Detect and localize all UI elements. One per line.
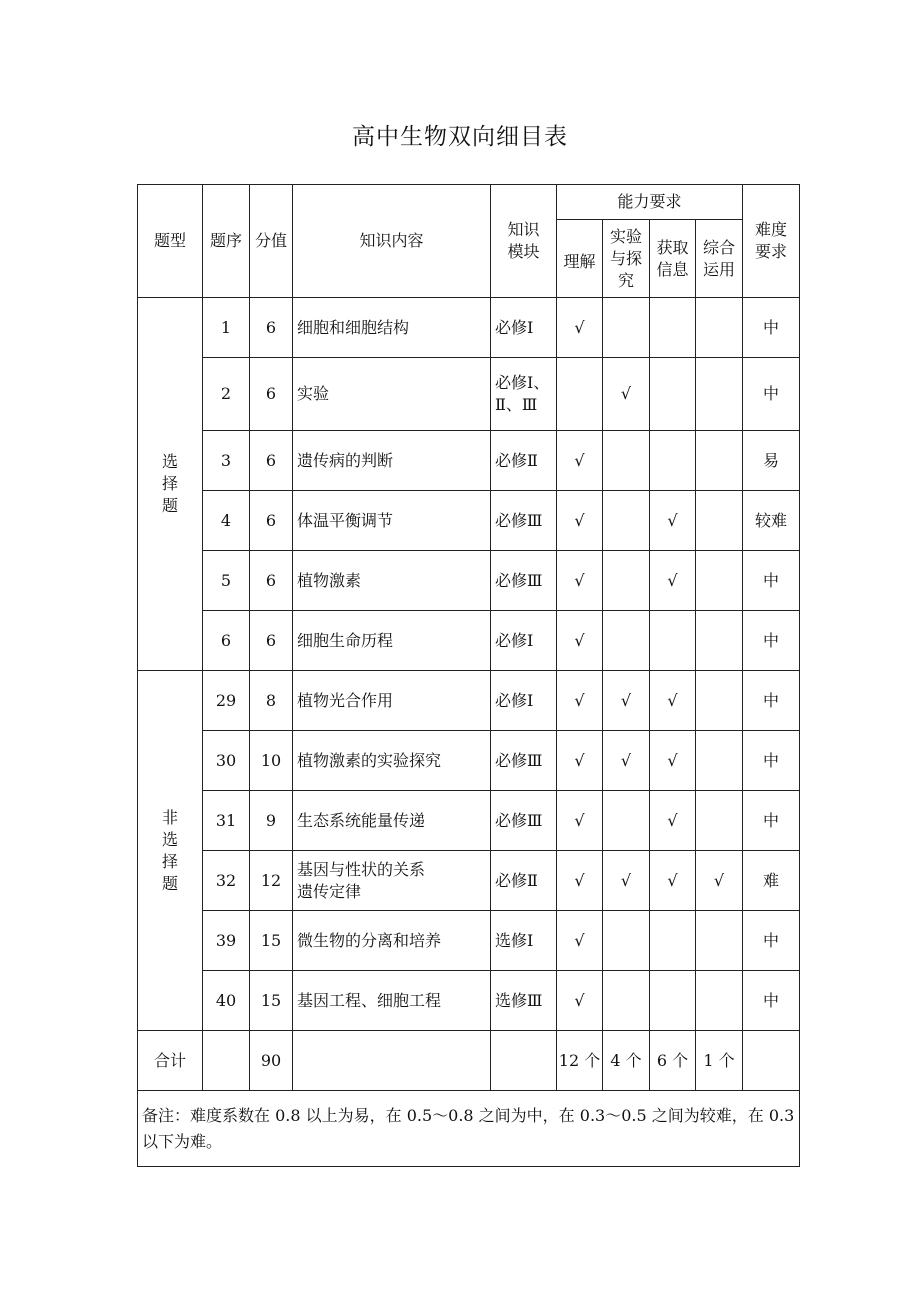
cell-difficulty: 中 [743, 358, 800, 431]
cell-content: 植物光合作用 [293, 671, 491, 731]
cell-info [650, 358, 696, 431]
cell-info: √ [650, 791, 696, 851]
cell-module: 必修Ⅰ、Ⅱ、Ⅲ [491, 358, 557, 431]
cell-experiment: √ [603, 731, 650, 791]
total-module [491, 1031, 557, 1091]
cell-difficulty: 中 [743, 911, 800, 971]
cell-difficulty: 中 [743, 551, 800, 611]
note-row [138, 1091, 800, 1167]
cell-module: 必修Ⅲ [491, 731, 557, 791]
cell-content: 基因工程、细胞工程 [293, 971, 491, 1031]
cell-synthesis: √ [696, 851, 743, 911]
cell-score: 6 [250, 431, 293, 491]
cell-content: 细胞和细胞结构 [293, 298, 491, 358]
cell-understand: √ [557, 731, 603, 791]
header-difficulty: 难度要求 [743, 185, 800, 298]
table-row [138, 791, 800, 851]
cell-understand: √ [557, 491, 603, 551]
note: 备注：难度系数在 0.8 以上为易，在 0.5～0.8 之间为中，在 0.3～0.5 之间为较难，在 0.3 以下为难。 [138, 1091, 800, 1167]
cell-seq: 4 [203, 491, 250, 551]
table-row [138, 298, 800, 358]
cell-module: 必修Ⅰ [491, 671, 557, 731]
group-label: 非选择题 [138, 671, 203, 1031]
cell-content: 微生物的分离和培养 [293, 911, 491, 971]
cell-understand: √ [557, 791, 603, 851]
cell-module: 必修Ⅰ [491, 611, 557, 671]
cell-difficulty: 中 [743, 791, 800, 851]
total-label: 合计 [138, 1031, 203, 1091]
cell-content: 植物激素的实验探究 [293, 731, 491, 791]
cell-experiment: √ [603, 671, 650, 731]
total-experiment: 4 个 [603, 1031, 650, 1091]
cell-seq: 30 [203, 731, 250, 791]
cell-experiment [603, 431, 650, 491]
cell-experiment [603, 491, 650, 551]
cell-module: 必修Ⅱ [491, 851, 557, 911]
cell-synthesis [696, 791, 743, 851]
header-seq: 题序 [203, 185, 250, 298]
table-row [138, 971, 800, 1031]
cell-content: 基因与性状的关系 遗传定律 [293, 851, 491, 911]
cell-info [650, 971, 696, 1031]
cell-understand: √ [557, 551, 603, 611]
table-body [138, 185, 800, 1167]
cell-synthesis [696, 611, 743, 671]
cell-synthesis [696, 731, 743, 791]
cell-experiment: √ [603, 851, 650, 911]
cell-experiment [603, 971, 650, 1031]
table-row [138, 911, 800, 971]
detail-table [137, 184, 800, 1167]
cell-difficulty: 中 [743, 298, 800, 358]
cell-understand: √ [557, 671, 603, 731]
table-row [138, 851, 800, 911]
cell-module: 必修Ⅲ [491, 491, 557, 551]
cell-difficulty: 中 [743, 611, 800, 671]
cell-content: 遗传病的判断 [293, 431, 491, 491]
cell-info: √ [650, 851, 696, 911]
cell-experiment [603, 791, 650, 851]
cell-score: 15 [250, 971, 293, 1031]
cell-score: 15 [250, 911, 293, 971]
header-type: 题型 [138, 185, 203, 298]
group-label: 选择题 [138, 298, 203, 671]
cell-synthesis [696, 491, 743, 551]
table-row [138, 731, 800, 791]
cell-score: 6 [250, 298, 293, 358]
table-row [138, 551, 800, 611]
cell-score: 6 [250, 491, 293, 551]
cell-difficulty: 难 [743, 851, 800, 911]
cell-experiment: √ [603, 358, 650, 431]
table-row [138, 431, 800, 491]
cell-seq: 29 [203, 671, 250, 731]
cell-difficulty: 易 [743, 431, 800, 491]
cell-score: 9 [250, 791, 293, 851]
cell-seq: 40 [203, 971, 250, 1031]
table-row [138, 358, 800, 431]
cell-content: 植物激素 [293, 551, 491, 611]
cell-seq: 3 [203, 431, 250, 491]
total-seq [203, 1031, 250, 1091]
total-synthesis: 1 个 [696, 1031, 743, 1091]
cell-info [650, 611, 696, 671]
cell-content: 体温平衡调节 [293, 491, 491, 551]
cell-seq: 6 [203, 611, 250, 671]
header-module: 知识模块 [491, 185, 557, 298]
cell-content: 生态系统能量传递 [293, 791, 491, 851]
cell-score: 6 [250, 358, 293, 431]
header-ability: 能力要求 [557, 185, 743, 220]
cell-info: √ [650, 491, 696, 551]
cell-seq: 1 [203, 298, 250, 358]
total-understand: 12 个 [557, 1031, 603, 1091]
cell-understand: √ [557, 911, 603, 971]
cell-experiment [603, 611, 650, 671]
total-score: 90 [250, 1031, 293, 1091]
cell-synthesis [696, 358, 743, 431]
cell-module: 选修Ⅰ [491, 911, 557, 971]
table-row [138, 671, 800, 731]
table-row [138, 611, 800, 671]
cell-module: 选修Ⅲ [491, 971, 557, 1031]
cell-seq: 39 [203, 911, 250, 971]
cell-score: 8 [250, 671, 293, 731]
cell-content: 实验 [293, 358, 491, 431]
cell-info [650, 431, 696, 491]
total-difficulty [743, 1031, 800, 1091]
cell-module: 必修Ⅲ [491, 551, 557, 611]
header-ability-understand: 理解 [557, 220, 603, 298]
cell-synthesis [696, 298, 743, 358]
header-ability-experiment: 实验与探究 [603, 220, 650, 298]
header-ability-info: 获取信息 [650, 220, 696, 298]
cell-seq: 32 [203, 851, 250, 911]
total-row [138, 1031, 800, 1091]
total-info: 6 个 [650, 1031, 696, 1091]
total-content [293, 1031, 491, 1091]
cell-info: √ [650, 731, 696, 791]
cell-module: 必修Ⅲ [491, 791, 557, 851]
cell-module: 必修Ⅰ [491, 298, 557, 358]
page-title: 高中生物双向细目表 [352, 124, 568, 150]
cell-content: 细胞生命历程 [293, 611, 491, 671]
cell-score: 6 [250, 611, 293, 671]
cell-difficulty: 中 [743, 731, 800, 791]
cell-understand: √ [557, 971, 603, 1031]
header-score: 分值 [250, 185, 293, 298]
cell-understand: √ [557, 431, 603, 491]
header-content: 知识内容 [293, 185, 491, 298]
cell-synthesis [696, 911, 743, 971]
cell-synthesis [696, 551, 743, 611]
cell-seq: 2 [203, 358, 250, 431]
table-row [138, 491, 800, 551]
cell-info: √ [650, 671, 696, 731]
header-ability-synthesis: 综合运用 [696, 220, 743, 298]
cell-difficulty: 中 [743, 671, 800, 731]
cell-score: 6 [250, 551, 293, 611]
cell-info [650, 911, 696, 971]
cell-experiment [603, 551, 650, 611]
cell-score: 10 [250, 731, 293, 791]
cell-synthesis [696, 431, 743, 491]
cell-difficulty: 中 [743, 971, 800, 1031]
cell-seq: 31 [203, 791, 250, 851]
cell-synthesis [696, 671, 743, 731]
cell-difficulty: 较难 [743, 491, 800, 551]
cell-synthesis [696, 971, 743, 1031]
cell-understand: √ [557, 611, 603, 671]
cell-module: 必修Ⅱ [491, 431, 557, 491]
cell-score: 12 [250, 851, 293, 911]
cell-understand [557, 358, 603, 431]
cell-understand: √ [557, 851, 603, 911]
cell-seq: 5 [203, 551, 250, 611]
cell-experiment [603, 298, 650, 358]
cell-understand: √ [557, 298, 603, 358]
cell-info: √ [650, 551, 696, 611]
cell-info [650, 298, 696, 358]
cell-experiment [603, 911, 650, 971]
